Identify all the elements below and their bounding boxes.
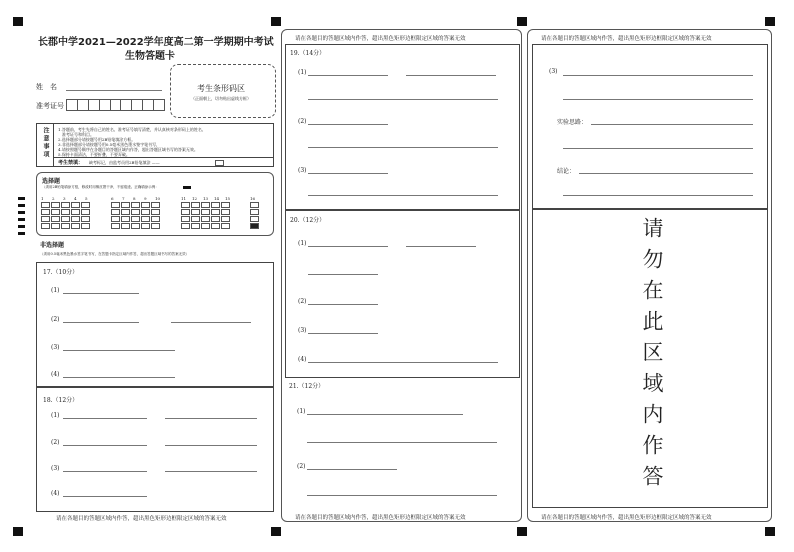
notes-line-2: 准考证号和科目。 (58, 132, 94, 137)
absent-mark-box[interactable] (215, 160, 224, 166)
q20-blank-2[interactable] (308, 304, 378, 305)
notes-line-6: 5.保持卡面清洁，不要折叠，不要弄破。 (58, 152, 130, 157)
card-subtitle: 生物答题卡 (125, 51, 175, 62)
name-label: 姓 名 (36, 83, 57, 91)
ban-label: 考生禁填： (58, 160, 84, 166)
q18-blank-2b[interactable] (165, 445, 257, 446)
q17-blank-3[interactable] (63, 350, 175, 351)
q20-blank-1b[interactable] (406, 246, 476, 247)
q21-answer-area: 21.（12分） (1) (2) (285, 376, 518, 506)
q17-title: 17.（10分） (43, 269, 79, 276)
barcode-title: 考生条形码区 (197, 84, 245, 93)
choice-group-1: 1 2 3 4 5 (41, 196, 96, 230)
q18-answer-area: 18.（12分） (1) (2) (3) (4) (36, 386, 274, 512)
registration-mark-bottom-right (765, 527, 775, 536)
option-row-d[interactable] (41, 223, 96, 230)
choice-title: 选择题 (42, 178, 61, 185)
q19-blank-1c[interactable] (308, 99, 498, 100)
q19-blank-2b[interactable] (308, 147, 498, 148)
notes-line-3: 2.选择题部分请按题号用2B铅笔填涂方框。 (58, 137, 136, 142)
q18-blank-4[interactable] (63, 496, 147, 497)
q19-title: 19.（14分） (290, 50, 326, 57)
no-answer-text: 请勿在此区域内作答 (640, 217, 664, 496)
nonchoice-title: 非选择题 (40, 242, 65, 249)
choice-group-4: 16 (250, 196, 260, 230)
notes-box (36, 123, 274, 167)
name-field[interactable] (66, 90, 162, 91)
q20-title: 20.（12分） (290, 217, 326, 224)
choice-group-2: 6 7 8 9 10 (111, 196, 166, 230)
page3-footer-warning: 请在各题目的答题区域内作答，超出黑色矩形边框限定区域的答案无效 (541, 515, 712, 521)
choice-group-3: 11 12 13 14 15 (181, 196, 236, 230)
q21-blank-2b[interactable] (307, 495, 497, 496)
experiment-line-1[interactable] (591, 124, 753, 125)
q17-blank-4[interactable] (63, 377, 175, 378)
registration-mark-bottom-middle-left (271, 527, 281, 536)
q18-blank-3b[interactable] (165, 471, 257, 472)
notes-line-4: 3.非选择题部分请按题号用0.5毫米黑色墨水签字笔书写， (58, 142, 161, 147)
q17-blank-1[interactable] (63, 293, 139, 294)
registration-mark-top-middle-left (271, 17, 281, 26)
option-row-a[interactable] (41, 202, 96, 209)
q18-blank-1b[interactable] (165, 418, 257, 419)
conclusion-label: 结论： (557, 168, 576, 175)
choice-section (36, 172, 274, 236)
q21-blank-3a[interactable] (563, 75, 753, 76)
conclusion-line-2[interactable] (563, 195, 753, 196)
q20-blank-3[interactable] (308, 333, 378, 334)
q18-blank-2a[interactable] (63, 445, 147, 446)
q20-answer-area: 20.（12分） (1) (2) (3) (4) (285, 209, 520, 378)
q19-blank-3b[interactable] (308, 195, 498, 196)
barcode-area (170, 64, 276, 118)
experiment-label: 实验思路： (557, 119, 588, 126)
ban-text: 缺考标记，由监考员用2B铅笔填涂 —— (89, 160, 160, 165)
notes-line-1: 1.答题前，考生先将自己的姓名、准考证号填写清楚，并认真核对条形码上的姓名、 (58, 127, 206, 132)
q18-blank-3a[interactable] (63, 471, 147, 472)
q21-blank-1b[interactable] (307, 442, 497, 443)
choice-instruction: （须用2B铅笔填涂方框，修改时用橡皮擦干净，不留痕迹。正确填涂示例： (42, 185, 159, 189)
notes-line-5: 4.请按照题号顺序在各题目的答题区域内作答，超出答题区域书写的答案无效。 (58, 147, 198, 152)
page3-header-warning: 请在各题目的答题区域内作答，超出黑色矩形边框限定区域的答案无效 (541, 36, 712, 42)
option-row-b[interactable] (41, 209, 96, 216)
exam-number-label: 准考证号 (36, 102, 64, 110)
q19-blank-3a[interactable] (308, 173, 388, 174)
q20-blank-4[interactable] (308, 362, 498, 363)
experiment-line-2[interactable] (563, 148, 753, 149)
q17-blank-2b[interactable] (171, 322, 251, 323)
q19-blank-1a[interactable] (308, 75, 388, 76)
option-row-c[interactable] (41, 216, 96, 223)
exam-number-boxes[interactable] (66, 99, 165, 111)
nonchoice-instruction: （须用0.5毫米黑色墨水签字笔书写，在答题卡指定区域内作答，超出答题区域书写的答案无效） (40, 252, 190, 256)
q17-blank-2a[interactable] (63, 322, 139, 323)
q21-blank-3b[interactable] (563, 99, 753, 100)
page2-footer-warning: 请在各题目的答题区域内作答，超出黑色矩形边框限定区域的答案无效 (295, 515, 466, 521)
school-title: 长郡中学2021—2022学年度高二第一学期期中考试 (38, 37, 274, 48)
registration-mark-bottom-middle-right (517, 527, 527, 536)
page1-footer-warning: 请在各题目的答题区域内作答，超出黑色矩形边框限定区域的答案无效 (56, 516, 227, 522)
q19-blank-1b[interactable] (406, 75, 496, 76)
q21-blank-2a[interactable] (307, 469, 397, 470)
q17-answer-area: 17.（10分） (1) (2) (3) (4) (36, 262, 274, 388)
q19-answer-area: 19.（14分） (1) (2) (3) (285, 44, 520, 211)
q18-blank-1a[interactable] (63, 418, 147, 419)
q21-blank-1a[interactable] (307, 414, 463, 415)
conclusion-line-1[interactable] (579, 173, 753, 174)
barcode-note: （正面朝上，切勿贴出虚线方框） (191, 96, 251, 101)
q20-blank-1c[interactable] (308, 274, 378, 275)
registration-mark-bottom-left (13, 527, 23, 536)
q19-blank-2a[interactable] (308, 124, 388, 125)
fill-example (183, 186, 191, 189)
q21-continued-area: (3) 实验思路： 结论： (532, 44, 768, 210)
registration-mark-top-left (13, 17, 23, 26)
notes-label: 注意事项 (37, 124, 54, 166)
q21-title: 21.（12分） (289, 383, 325, 390)
registration-mark-top-right (765, 17, 775, 26)
no-answer-zone (532, 208, 768, 508)
q20-blank-1a[interactable] (308, 246, 388, 247)
registration-mark-top-middle-right (517, 17, 527, 26)
q18-title: 18.（12分） (43, 397, 79, 404)
page2-header-warning: 请在各题目的答题区域内作答，超出黑色矩形边框限定区域的答案无效 (295, 36, 466, 42)
